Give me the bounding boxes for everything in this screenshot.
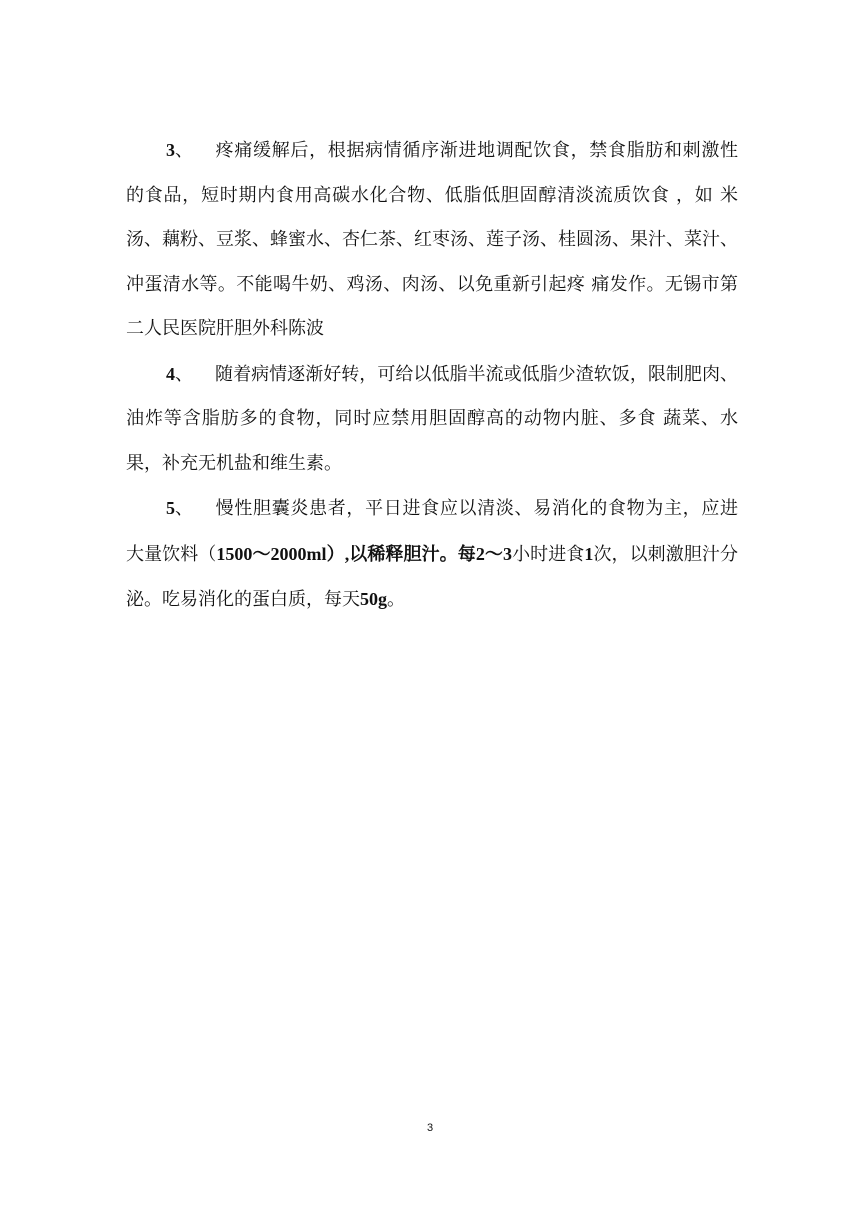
item-text-bold: 1500～2000ml） (216, 543, 345, 564)
item-separator: 、 (175, 498, 193, 519)
page-number: 3 (426, 1122, 434, 1134)
item-text: 疼痛缓解后，根据病情循序渐进地调配饮食，禁食脂肪和刺激性 的食品，短时期内食用高碳水化合物、低脂低胆固醇清淡流质饮食 ，如 米汤、藕粉、豆浆、蜂蜜水、杏仁茶、红枣汤、莲子汤、桂圆汤、果汁、菜汁、冲蛋清水等。不能喝牛奶、鸡汤、肉汤、以免重新引起疼 痛发作。无锡市第二人民医院肝胆外科陈波 (126, 140, 738, 339)
item-text-bold: 1 (584, 543, 594, 564)
list-item-4 (126, 352, 738, 487)
item-text-part: 。 (387, 589, 405, 610)
item-text: 随着病情逐渐好转，可给以低脂半流或低脂少渣软饭，限制肥肉、油炸等含脂肪多的食物，同时应禁用胆固醇高的动物内脏、多食 蔬菜、水果，补充无机盐和维生素。 (126, 363, 738, 474)
item-text-part: 次，以刺激胆汁分泌。吃易消化的蛋白质，每天 (126, 543, 738, 610)
item-text-bold: 50g (360, 589, 387, 609)
item-separator: 、 (175, 363, 193, 385)
item-separator: 、 (175, 140, 193, 161)
item-text-part: 小时进食 (511, 543, 585, 565)
item-text-bold: 2～3 (475, 543, 512, 564)
item-text-part: 慢性胆囊炎患者，平日进食应以清淡、易消化的食物为主，应进 大量饮料（ (126, 498, 738, 565)
item-text-bold: ,以稀释胆汁。每 (344, 543, 476, 564)
list-item-3 (126, 128, 738, 352)
list-item-5 (126, 486, 738, 623)
document-body (126, 128, 738, 623)
item-number: 4 (166, 363, 175, 384)
item-number: 3 (166, 140, 175, 160)
item-number: 5 (166, 498, 175, 518)
